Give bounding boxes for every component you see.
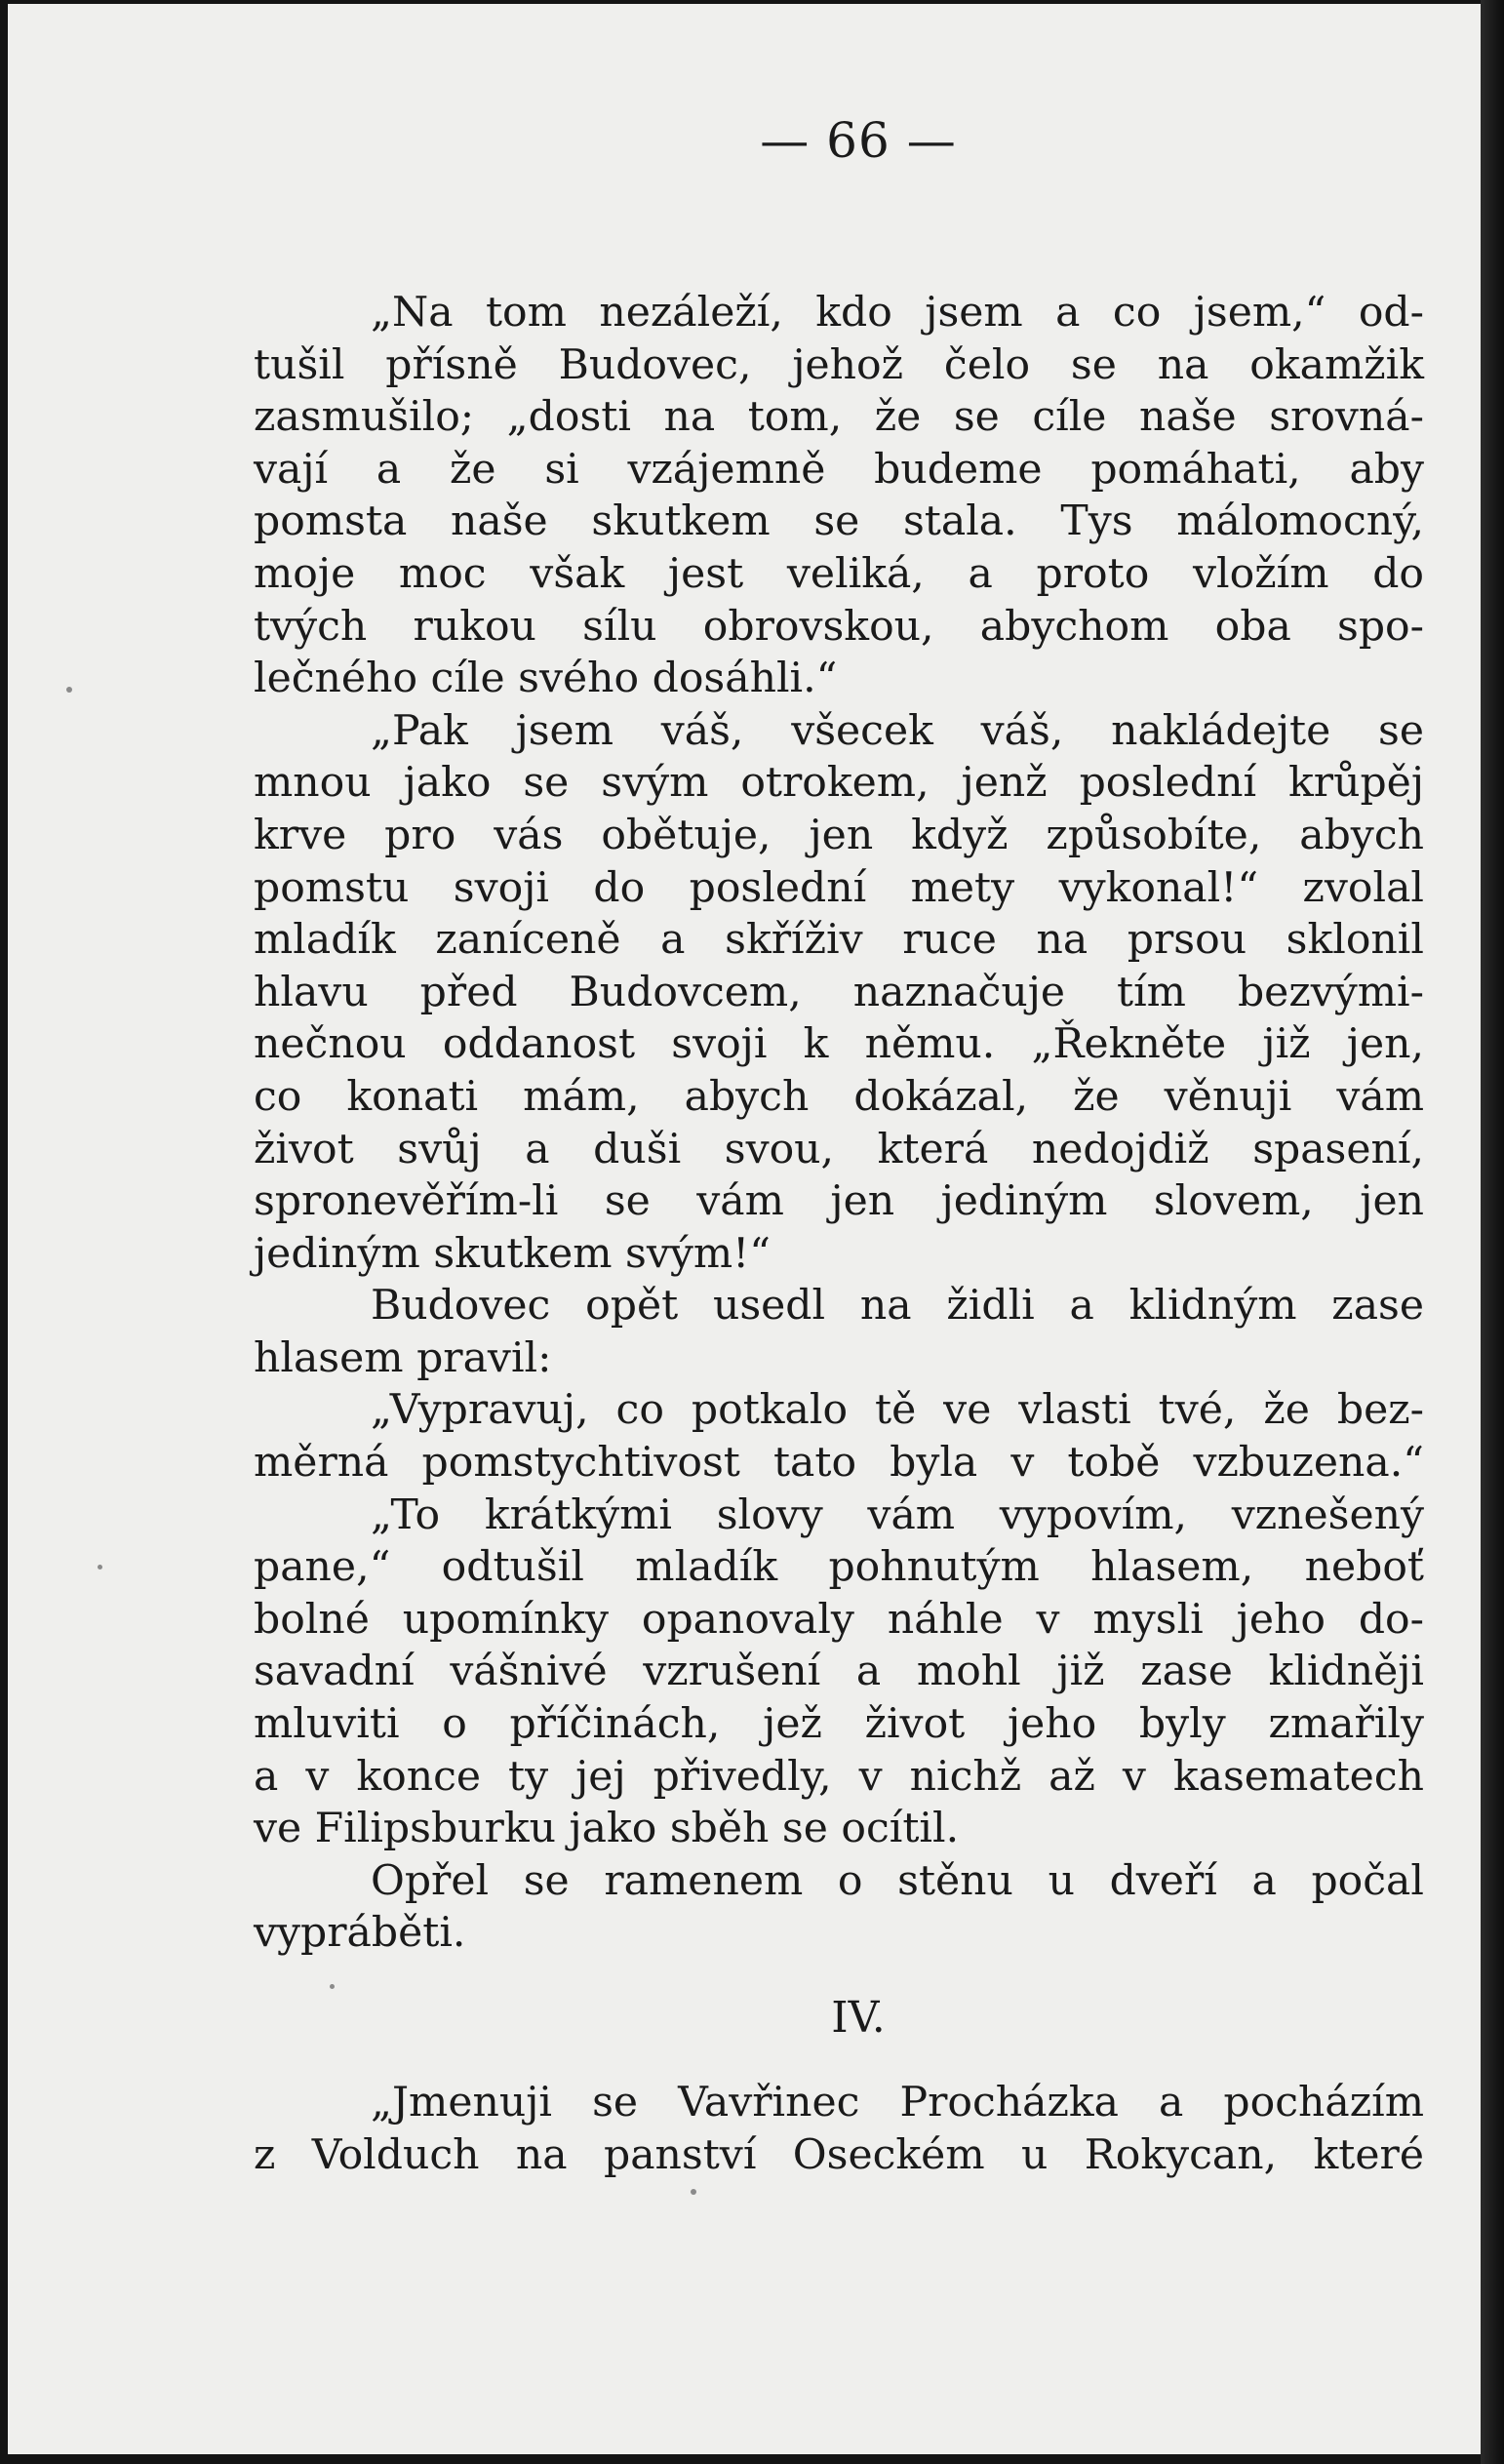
text-line: moje moc však jest veliká, a proto vložím do	[254, 549, 1424, 598]
text-line: a v konce ty jej přivedly, v nichž až v kasematech	[254, 1752, 1424, 1801]
text-line: „Vypravuj, co potkalo tě ve vlasti tvé, že bez-	[371, 1386, 1424, 1435]
paragraph	[254, 1855, 1424, 1960]
text-line: vají a že si vzájemně budeme pomáhati, aby	[254, 445, 1424, 494]
text-line: měrná pomstychtivost tato byla v tobě vzbuzena.“	[254, 1439, 1424, 1488]
text-line: krve pro vás obětuje, jen když způsobíte, abych	[254, 811, 1424, 859]
text-line: život svůj a duši svou, která nedojdiž spasení,	[254, 1125, 1424, 1173]
text-line: spronevěřím-li se vám jen jediným slovem, jen	[254, 1177, 1424, 1226]
text-line: z Volduch na panství Oseckém u Rokycan, které	[254, 2130, 1424, 2179]
text-line: tušil přísně Budovec, jehož čelo se na okamžik	[254, 340, 1424, 389]
text-line: zasmušilo; „dosti na tom, že se cíle naše srovná-	[254, 393, 1424, 442]
text-line: mnou jako se svým otrokem, jenž poslední krůpěj	[254, 759, 1424, 808]
text-line: pomstu svoji do poslední mety vykonal!“ zvolal	[254, 863, 1424, 912]
text-line: jediným skutkem svým!“	[254, 1229, 771, 1278]
chapter-heading: IV.	[831, 1993, 886, 2043]
print-speck	[98, 1565, 102, 1570]
text-line: hlavu před Budovcem, naznačuje tím bezvými-	[254, 968, 1424, 1016]
text-line: tvých rukou sílu obrovskou, abychom oba spo-	[254, 602, 1424, 651]
page-text	[254, 101, 1424, 2181]
text-line: mluviti o příčinách, jež život jeho byly zmařily	[254, 1700, 1424, 1749]
scanned-book-page	[8, 4, 1481, 2454]
print-speck	[66, 687, 72, 693]
text-line: pomsta naše skutkem se stala. Tys málomocný,	[254, 497, 1424, 546]
paragraph	[254, 1490, 1424, 1855]
text-line: „Na tom nezáleží, kdo jsem a co jsem,“ od-	[371, 289, 1424, 337]
text-line: lečného cíle svého dosáhli.“	[254, 655, 838, 703]
text-line: hlasem pravil:	[254, 1333, 552, 1382]
text-line: „Pak jsem váš, všecek váš, nakládejte se	[371, 706, 1424, 755]
text-line: ve Filipsburku jako sběh se ocítil.	[254, 1805, 960, 1853]
paragraph	[254, 2077, 1424, 2181]
paragraph	[254, 1384, 1424, 1489]
text-line: pane,“ odtušil mladík pohnutým hlasem, neboť	[254, 1543, 1424, 1592]
paragraph	[254, 1280, 1424, 1384]
paragraph	[254, 287, 1424, 705]
text-line: mladík zaníceně a skříživ ruce na prsou sklonil	[254, 916, 1424, 965]
text-line: co konati mám, abych dokázal, že věnuji vám	[254, 1072, 1424, 1121]
paragraph	[254, 705, 1424, 1281]
text-line: vypráběti.	[254, 1909, 466, 1958]
page-number: — 66 —	[760, 112, 957, 169]
text-line: „To krátkými slovy vám vypovím, vznešený	[371, 1490, 1424, 1539]
text-line: bolné upomínky opanovaly náhle v mysli jeho do-	[254, 1595, 1424, 1644]
book-gutter-edge	[1481, 0, 1504, 2464]
text-line: savadní vášnivé vzrušení a mohl již zase klidněji	[254, 1648, 1424, 1696]
text-line: Budovec opět usedl na židli a klidným zase	[371, 1282, 1424, 1331]
print-speck	[691, 2189, 696, 2195]
text-line: „Jmenuji se Vavřinec Procházka a pocházím	[371, 2079, 1424, 2126]
text-line: nečnou oddanost svoji k němu. „Řekněte již jen,	[254, 1020, 1424, 1069]
text-line: Opřel se ramenem o stěnu u dveří a počal	[371, 1856, 1424, 1905]
